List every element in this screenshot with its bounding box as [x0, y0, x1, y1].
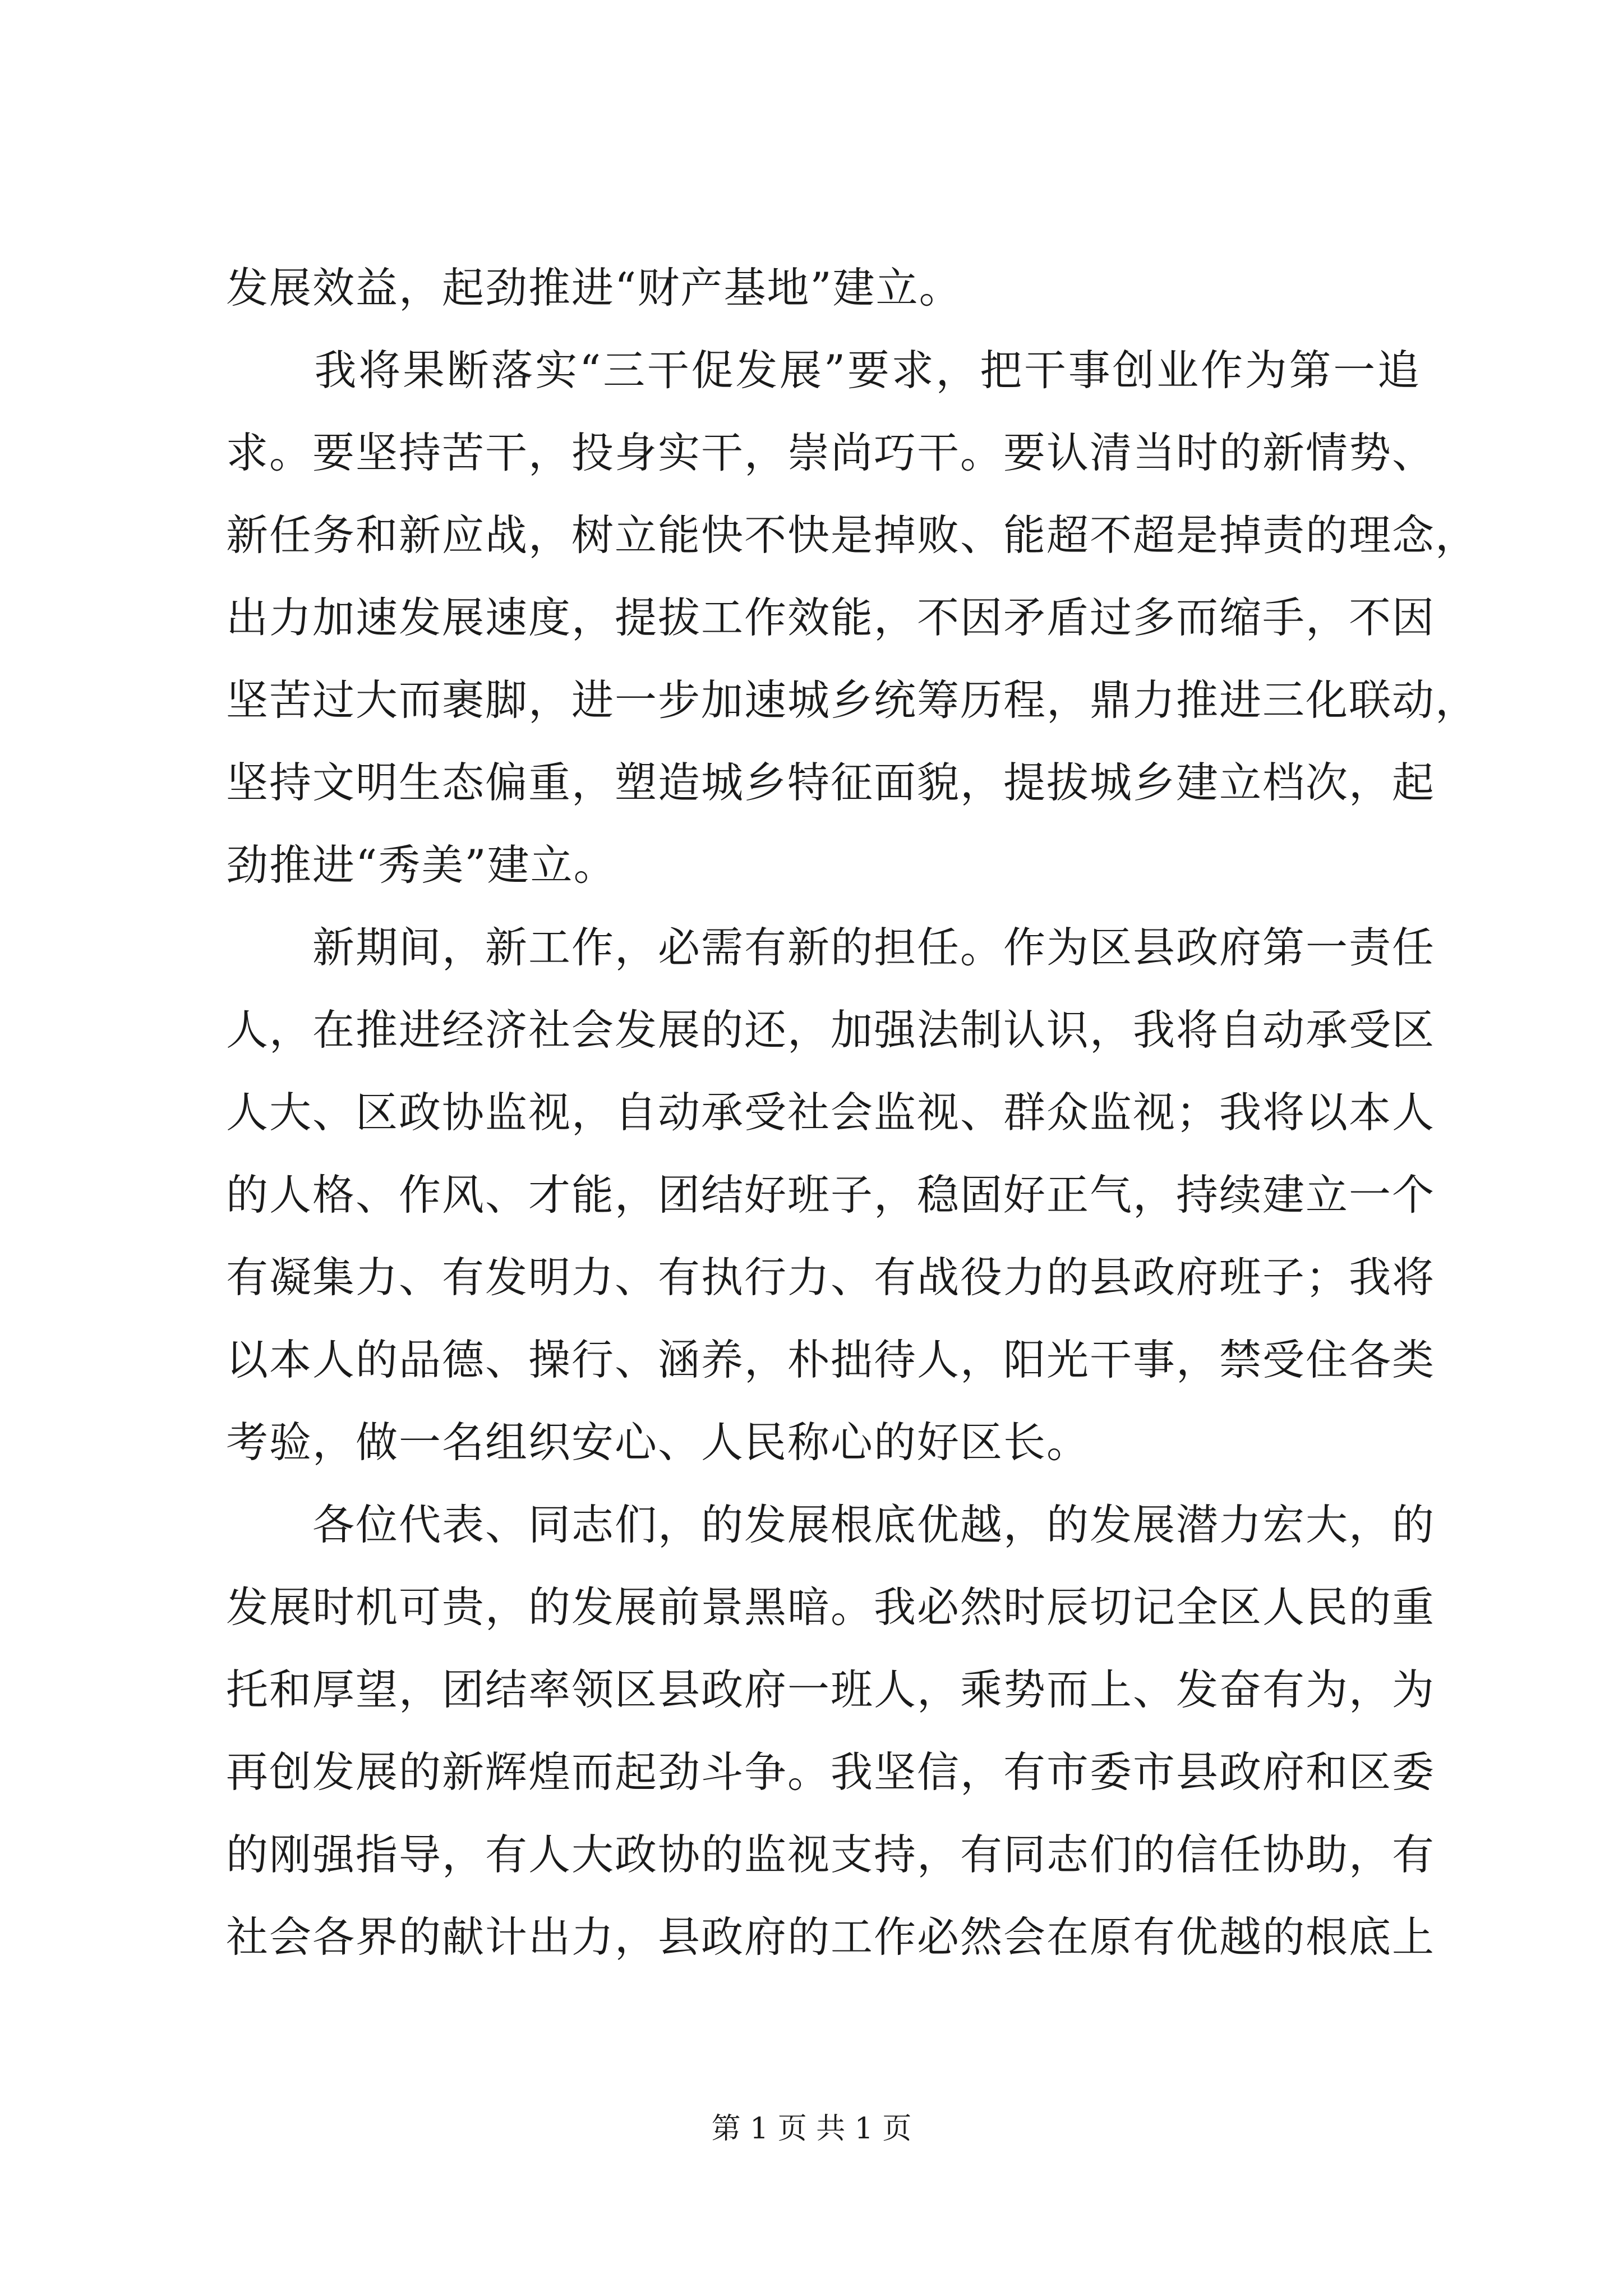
- text-line: 的人格、作风、才能，团结好班子，稳固好正气，持续建立一个: [226, 1170, 1436, 1220]
- text-line: 考验，做一名组织安心、人民称心的好区长。: [226, 1418, 1090, 1467]
- text-line: 新期间，新工作，必需有新的担任。作为区县政府第一责任: [226, 923, 1436, 972]
- document-body: [226, 247, 1479, 1978]
- text-line: 求。要坚持苦干，投身实干，崇尚巧干。要认清当时的新情势、: [226, 428, 1436, 477]
- text-line: 人大、区政协监视，自动承受社会监视、群众监视；我将以本人: [226, 1088, 1436, 1137]
- text-line: 坚持文明生态偏重，塑造城乡特征面貌，提拔城乡建立档次，起: [226, 758, 1436, 807]
- text-line: 坚苦过大而裹脚，进一步加速城乡统筹历程，鼎力推进三化联动，: [226, 675, 1479, 725]
- text-line: 新任务和新应战，树立能快不快是掉败、能超不超是掉责的理念，: [226, 510, 1479, 560]
- text-line: 托和厚望，团结率领区县政府一班人，乘势而上、发奋有为，为: [226, 1665, 1436, 1714]
- text-line: 再创发展的新辉煌而起劲斗争。我坚信，有市委市县政府和区委: [226, 1747, 1436, 1797]
- text-line: 以本人的品德、操行、涵养，朴拙待人，阳光干事，禁受住各类: [226, 1335, 1436, 1384]
- text-line: 的刚强指导，有人大政协的监视支持，有同志们的信任协助，有: [226, 1830, 1436, 1879]
- text-line: 我将果断落实“三干促发展”要求，把干事创业作为第一追: [226, 346, 1421, 395]
- text-line: 各位代表、同志们，的发展根底优越，的发展潜力宏大，的: [226, 1500, 1436, 1549]
- text-line: 社会各界的献计出力，县政府的工作必然会在原有优越的根底上: [226, 1912, 1436, 1962]
- text-line: 人，在推进经济社会发展的还，加强法制认识，我将自动承受区: [226, 1005, 1436, 1055]
- text-line: 劲推进“秀美”建立。: [226, 840, 617, 890]
- text-line: 发展时机可贵，的发展前景黑暗。我必然时辰切记全区人民的重: [226, 1582, 1436, 1632]
- page-footer: 第 1 页 共 1 页: [711, 2112, 912, 2146]
- text-line: 有凝集力、有发明力、有执行力、有战役力的县政府班子；我将: [226, 1253, 1436, 1302]
- text-line: 出力加速发展速度，提拔工作效能，不因矛盾过多而缩手，不因: [226, 593, 1436, 642]
- text-line: 发展效益，起劲推进“财产基地”建立。: [226, 263, 962, 312]
